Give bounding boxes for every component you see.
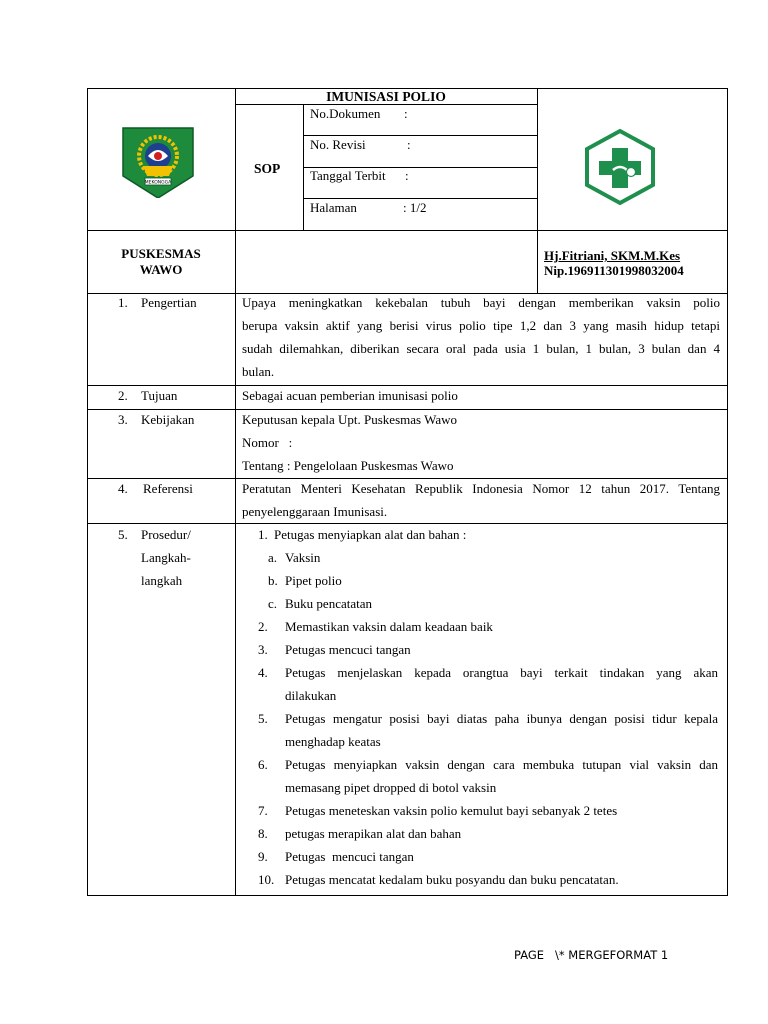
referensi-line: penyelenggaraan Imunisasi. (242, 504, 388, 519)
section-number: 5. (118, 527, 128, 542)
regional-emblem-icon (121, 126, 195, 198)
step-number: 8. (258, 826, 268, 841)
section-label-referensi: Referensi (143, 481, 193, 496)
kebijakan-line: Keputusan kepala Upt. Puskesmas Wawo (242, 412, 457, 427)
section-label-prosedur: Langkah- (141, 550, 191, 565)
step-text: memasang pipet dropped di botol vaksin (285, 780, 497, 795)
step-number: 7. (258, 803, 268, 818)
step-number: 2. (258, 619, 268, 634)
tujuan-text: Sebagai acuan pemberian imunisasi polio (242, 388, 458, 403)
puskesmas-cross-icon (583, 128, 657, 206)
pengertian-line: berupa vaksin aktif yang berisi virus polio tipe 1,2 dan 3 yang masih hidup tetapi (242, 318, 720, 333)
step-text: Petugas meneteskan vaksin polio kemulut bayi sebanyak 2 tetes (285, 803, 618, 818)
step-number: 5. (258, 711, 268, 726)
step-text: Petugas menjelaskan kepada orangtua bayi terkait tindakan yang akan (285, 665, 718, 680)
step-number: 4. (258, 665, 268, 680)
step-text: menghadap keatas (285, 734, 381, 749)
kebijakan-line: Nomor : (242, 435, 293, 450)
emblem-motto: MEKONGGA (144, 180, 172, 186)
field-no-dokumen-label: No.Dokumen (310, 106, 381, 121)
step-text: Petugas mengatur posisi bayi diatas paha ibunya dengan posisi tidur kepala (285, 711, 718, 726)
subitem-text: Pipet polio (285, 573, 342, 588)
step-text: Petugas mencatat kedalam buku posyandu dan buku pencatatan. (285, 872, 619, 887)
signer-name: Hj.Fitriani, SKM.M.Kes (544, 248, 681, 263)
step-text: Memastikan vaksin dalam keadaan baik (285, 619, 493, 634)
step-text: Petugas menyiapkan vaksin dengan cara membuka tutupan vial vaksin dan (285, 757, 718, 772)
sop-label: SOP (254, 161, 281, 176)
field-no-dokumen-sep: : (404, 106, 408, 121)
kebijakan-line: Tentang : Pengelolaan Puskesmas Wawo (242, 458, 454, 473)
document-title: IMUNISASI POLIO (326, 89, 446, 104)
step-text: Petugas mencuci tangan (285, 849, 414, 864)
step-text: Petugas menyiapkan alat dan bahan : (274, 527, 467, 542)
pengertian-line: sudah dilemahkan, diberikan secara oral pada usia 1 bulan, 1 bulan, 3 bulan dan 4 (242, 341, 720, 356)
step-number: 1. (258, 527, 268, 542)
section-number: 1. (118, 295, 128, 310)
section-label-tujuan: Tujuan (141, 388, 178, 403)
subitem-letter: c. (268, 596, 278, 611)
section-label-prosedur: Prosedur/ (141, 527, 191, 542)
pengertian-line: bulan. (242, 364, 275, 379)
section-label-prosedur: langkah (141, 573, 183, 588)
section-label-kebijakan: Kebijakan (141, 412, 195, 427)
field-tanggal-terbit-label: Tanggal Terbit (310, 168, 386, 183)
page-footer: PAGE \* MERGEFORMAT 1 (514, 948, 669, 962)
section-number: 4. (118, 481, 128, 496)
field-halaman-label: Halaman (310, 200, 357, 215)
subitem-letter: a. (268, 550, 278, 565)
field-halaman-sep: : 1/2 (403, 200, 427, 215)
org-name-line2: WAWO (139, 262, 183, 277)
step-number: 6. (258, 757, 268, 772)
step-number: 9. (258, 849, 268, 864)
referensi-line: Peratutan Menteri Kesehatan Republik Indonesia Nomor 12 tahun 2017. Tentang (242, 481, 720, 496)
step-number: 10. (258, 872, 275, 887)
step-text: petugas merapikan alat dan bahan (285, 826, 462, 841)
pengertian-line: Upaya meningkatkan kekebalan tubuh bayi dengan memberikan vaksin polio (242, 295, 720, 310)
org-name-line1: PUSKESMAS (121, 246, 201, 261)
step-number: 3. (258, 642, 268, 657)
field-no-revisi-sep: : (407, 137, 411, 152)
field-tanggal-terbit-sep: : (405, 168, 409, 183)
section-number: 2. (118, 388, 128, 403)
step-text: dilakukan (285, 688, 337, 703)
subitem-text: Vaksin (285, 550, 321, 565)
subitem-letter: b. (268, 573, 278, 588)
step-text: Petugas mencuci tangan (285, 642, 411, 657)
subitem-text: Buku pencatatan (285, 596, 372, 611)
section-label-pengertian: Pengertian (141, 295, 197, 310)
signer-nip: Nip.196911301998032004 (544, 263, 684, 278)
field-no-revisi-label: No. Revisi (310, 137, 366, 152)
section-number: 3. (118, 412, 128, 427)
